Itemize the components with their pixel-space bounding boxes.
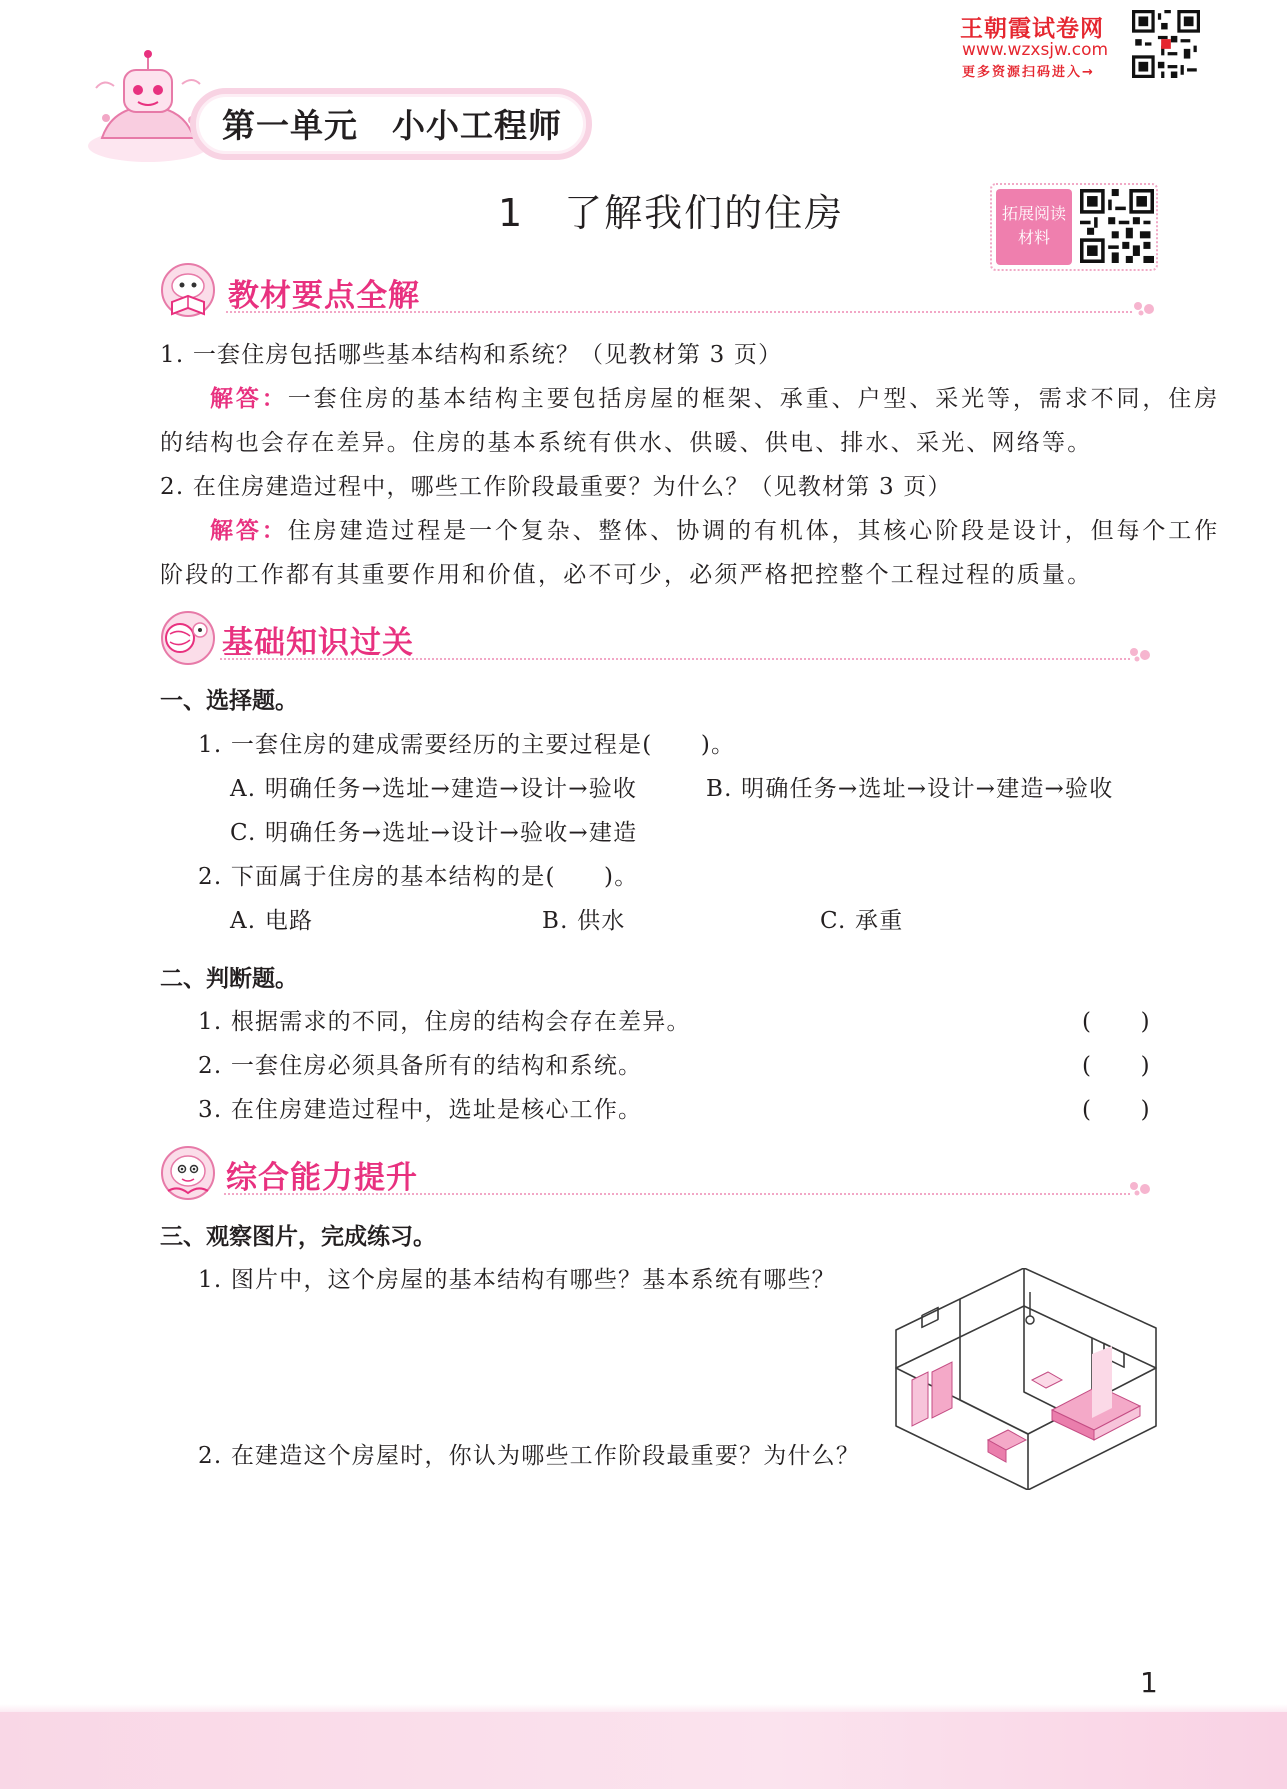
page-number: 1 [1140,1666,1158,1699]
section-title-comprehensive: 综合能力提升 [226,1160,418,1196]
extension-label [996,202,1072,250]
answer-text: 住房建造过程是一个复杂、整体、协调的有机体，其核心阶段是设计，但每个工作 [287,518,1221,544]
key-point-question-1: 1. 一套住房包括哪些基本结构和系统？（见教材第 3 页） [160,342,783,368]
section-divider [226,311,1132,313]
divider-dots-icon [1132,300,1162,316]
observe-heading: 三、观察图片，完成练习。 [160,1224,436,1250]
unit-title: 第一单元 小小工程师 [222,106,562,145]
key-point-answer-2-line2: 阶段的工作都有其重要作用和价值，必不可少，必须严格把控整个工程过程的质量。 [160,562,1093,588]
reading-book-mascot-icon [158,262,218,322]
judge-answer-bracket-2[interactable]: ( ) [1082,1053,1151,1079]
observe-question-1: 1. 图片中，这个房屋的基本结构有哪些？基本系统有哪些？ [198,1267,836,1293]
judge-answer-bracket-1[interactable]: ( ) [1082,1009,1151,1035]
judge-item-3: 3. 在住房建造过程中，选址是核心工作。 [198,1097,643,1123]
section-title-key-points: 教材要点全解 [228,278,420,314]
key-point-answer-1-line1 [210,380,1220,413]
judge-item-2: 2. 一套住房必须具备所有的结构和系统。 [198,1053,643,1079]
answer-label: 解答： [210,386,288,412]
section-divider [224,1193,1130,1195]
watermark-tip: 更多资源扫码进入→ [962,65,1095,80]
choice-question-1: 1. 一套住房的建成需要经历的主要过程是( )。 [198,732,736,758]
divider-dots-icon [1128,1180,1158,1196]
key-point-question-2: 2. 在住房建造过程中，哪些工作阶段最重要？为什么？（见教材第 3 页） [160,474,952,500]
judge-answer-bracket-3[interactable]: ( ) [1082,1097,1151,1123]
footer-band [0,1712,1287,1789]
thinking-mascot-icon [158,1143,218,1203]
extension-label-line1: 拓展阅读 [1001,204,1066,223]
watermark-logo: 王朝霞试卷网 [960,16,1104,42]
answer-text: 一套住房的基本结构主要包括房屋的框架、承重、户型、采光等，需求不同，住房 [287,386,1221,412]
divider-dots-icon [1128,646,1158,662]
answer-label: 解答： [210,518,288,544]
observe-question-2: 2. 在建造这个房屋时，你认为哪些工作阶段最重要？为什么？ [198,1443,861,1469]
extension-qr-code-icon[interactable] [1080,189,1154,263]
judge-item-1: 1. 根据需求的不同，住房的结构会存在差异。 [198,1009,691,1035]
house-floorplan-illustration [892,1268,1160,1490]
choice-option-2b[interactable]: B. 供水 [542,908,626,934]
choice-option-2a[interactable]: A. 电路 [230,908,314,934]
judge-heading: 二、判断题。 [160,966,298,992]
choice-option-1c[interactable]: C. 明确任务→选址→设计→验收→建造 [230,820,638,846]
key-point-answer-1-line2: 的结构也会存在差异。住房的基本系统有供水、供暖、供电、排水、采光、网络等。 [160,430,1093,456]
choice-question-2: 2. 下面属于住房的基本结构的是( )。 [198,864,639,890]
lesson-title: 1 了解我们的住房 [498,191,845,235]
extension-label-line2: 材料 [1017,228,1050,247]
key-point-answer-2-line1 [210,512,1220,545]
section-title-basic-knowledge: 基础知识过关 [222,625,414,661]
globe-mascot-icon [158,608,218,668]
section-divider [220,658,1130,660]
watermark-qr-code-icon[interactable] [1132,10,1200,78]
watermark-url: www.wzxsjw.com [962,40,1109,60]
choice-option-1b[interactable]: B. 明确任务→选址→设计→建造→验收 [706,776,1114,802]
choice-heading: 一、选择题。 [160,688,298,714]
choice-option-2c[interactable]: C. 承重 [820,908,904,934]
choice-option-1a[interactable]: A. 明确任务→选址→建造→设计→验收 [230,776,638,802]
